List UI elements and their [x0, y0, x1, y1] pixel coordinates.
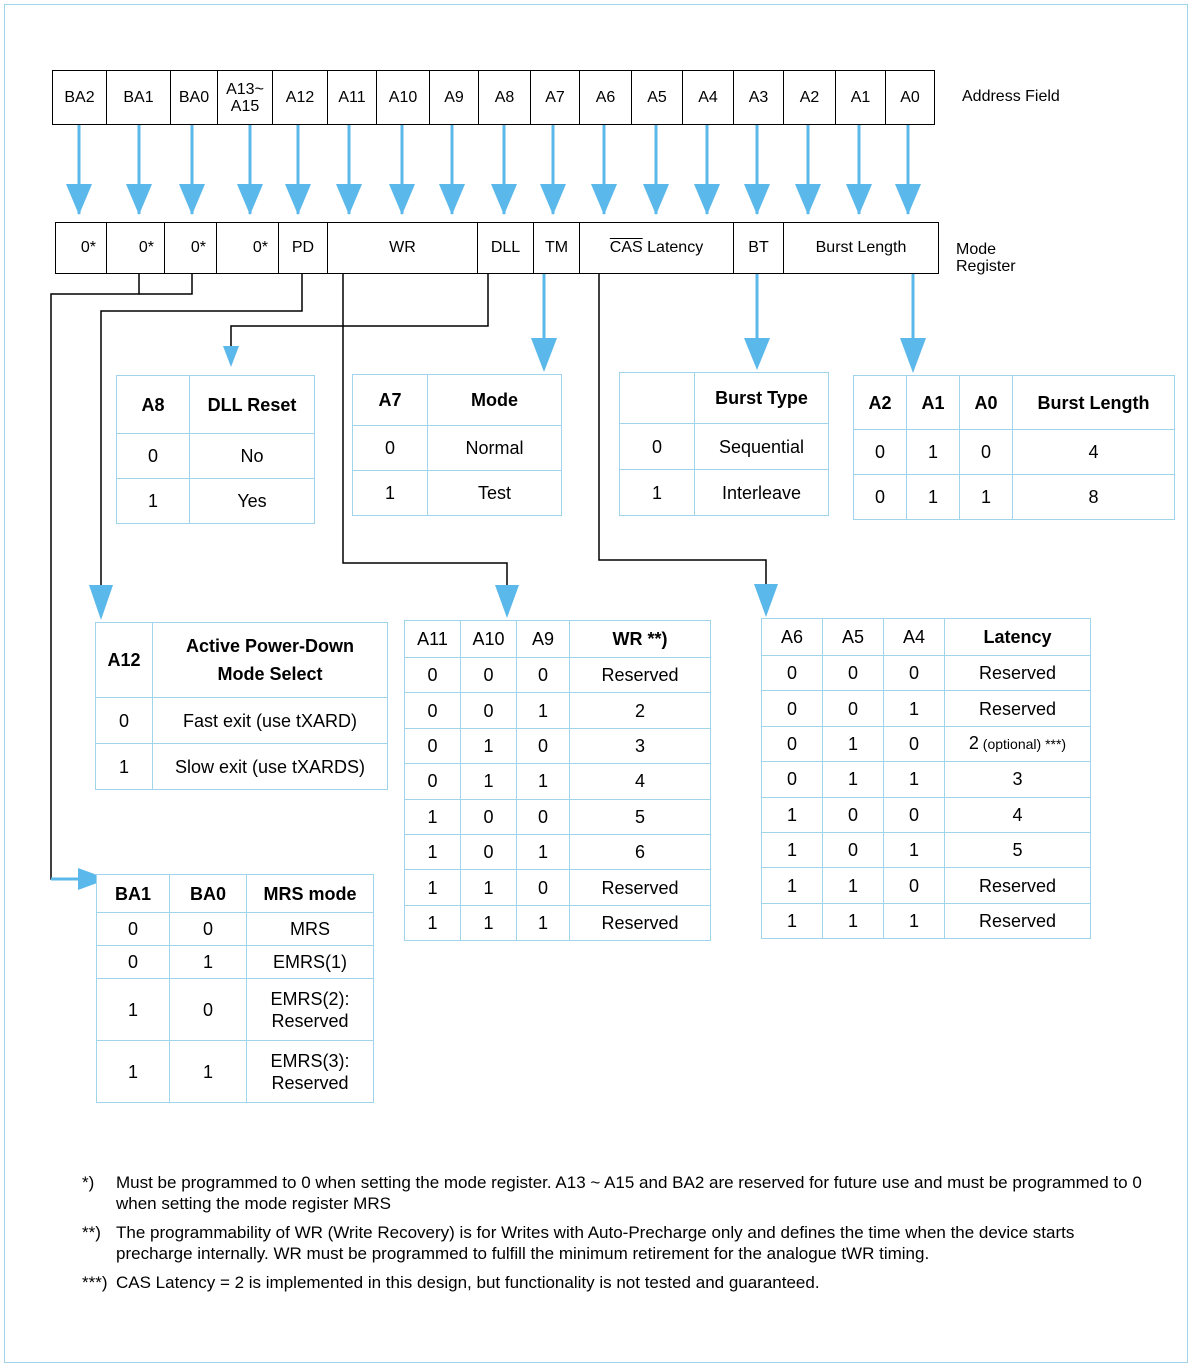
wr-cell: 0: [461, 834, 517, 869]
footnote-text: The programmability of WR (Write Recovery) is for Writes with Auto-Precharge only and defines the time when the device starts precharge internally. WR must be programmed to fulfill the minimum retirement for the analogue tWR timing.: [116, 1223, 1075, 1263]
latency-row: [762, 797, 1091, 832]
address-bit-cell: A1: [835, 70, 886, 125]
bl-header-a1: A1: [907, 376, 960, 430]
bl-cell: 0: [854, 475, 907, 520]
latency-cell: 0: [762, 762, 823, 797]
latency-cell: 2 (optional) ***): [945, 726, 1091, 761]
pd-cell: Slow exit (use tXARDS): [153, 744, 388, 790]
bt-header-type: Burst Type: [695, 373, 829, 424]
latency-cell: 0: [884, 868, 945, 903]
address-bit-cell: A0: [885, 70, 935, 125]
latency-cell: 1: [884, 832, 945, 867]
address-bit-cell: A13~ A15: [217, 70, 273, 125]
burst-type-table: [619, 372, 829, 516]
wr-cell: 1: [405, 905, 461, 940]
wr-cell: 0: [517, 799, 570, 834]
latency-cell: 1: [884, 903, 945, 938]
dll-cell: 1: [117, 479, 190, 524]
latency-row: [762, 762, 1091, 797]
test-mode-table: [352, 374, 562, 516]
mrs-header-mode: MRS mode: [247, 875, 374, 913]
address-bit-cell: A12: [272, 70, 328, 125]
latency-cell: 0: [884, 656, 945, 691]
address-bit-cell: BA1: [106, 70, 171, 125]
address-arrowheads: [66, 184, 921, 215]
mrs-cell: 1: [97, 979, 170, 1041]
footnote-3: [82, 1272, 1142, 1293]
footnote-mark: *): [82, 1173, 95, 1192]
wr-cell: 1: [405, 799, 461, 834]
wr-row: [405, 799, 711, 834]
latency-cell: 0: [884, 726, 945, 761]
address-bit-cell: A10: [376, 70, 430, 125]
footnotes: [82, 1172, 1142, 1301]
mode-cell: Normal: [428, 426, 562, 471]
latency-text: Latency: [642, 239, 704, 256]
wr-row: [405, 764, 711, 799]
wr-cell: 0: [517, 870, 570, 905]
dll-cell: No: [190, 434, 315, 479]
pd-cell: 1: [96, 744, 153, 790]
wr-cell: 4: [570, 764, 711, 799]
address-bit-cell: A5: [631, 70, 683, 125]
wr-cell: 6: [570, 834, 711, 869]
latency-cell: Reserved: [945, 903, 1091, 938]
optional-note: (optional) ***): [978, 736, 1067, 753]
latency-row: [762, 903, 1091, 938]
mode-register-field: BT: [733, 222, 784, 274]
wr-row: [405, 834, 711, 869]
address-field-label: Address Field: [962, 88, 1060, 105]
wr-row: [405, 870, 711, 905]
address-bit-cell: BA0: [170, 70, 218, 125]
mode-register-field: PD: [278, 222, 328, 274]
latency-row: [762, 656, 1091, 691]
footnote-2: [82, 1222, 1142, 1264]
bt-cell: Sequential: [695, 424, 829, 470]
bl-header-length: Burst Length: [1013, 376, 1175, 430]
address-bit-cell: A3: [733, 70, 784, 125]
wr-cell: 0: [461, 693, 517, 728]
wr-row: [405, 905, 711, 940]
bl-cell: 1: [907, 430, 960, 475]
mrs-cell: 0: [170, 913, 247, 946]
cas-overline-text: $\overline{CAS}$: [609, 239, 643, 256]
address-bit-cell: A8: [478, 70, 531, 125]
footnote-1: [82, 1172, 1142, 1214]
wr-row: [405, 693, 711, 728]
pd-cell: 0: [96, 698, 153, 744]
wr-cell: 1: [461, 728, 517, 763]
bt-cell: 1: [620, 470, 695, 516]
latency-cell: 3: [945, 762, 1091, 797]
bl-header-a0: A0: [960, 376, 1013, 430]
mrs-cell: 1: [97, 1041, 170, 1103]
latency-row: [762, 691, 1091, 726]
wr-cell: 1: [461, 870, 517, 905]
address-bit-cell: A7: [530, 70, 580, 125]
mode-register-label: Mode Register: [956, 241, 1016, 275]
bl-cell: 0: [960, 430, 1013, 475]
wr-header-a10: A10: [461, 621, 517, 658]
address-bit-cell: A6: [579, 70, 632, 125]
mrs-cell: EMRS(3): Reserved: [247, 1041, 374, 1103]
wr-header-a9: A9: [517, 621, 570, 658]
mrs-cell: 1: [170, 1041, 247, 1103]
latency-cell: 1: [823, 762, 884, 797]
bl-cell: 1: [960, 475, 1013, 520]
wr-cell: 1: [517, 764, 570, 799]
power-down-table: [95, 622, 388, 790]
mode-register-field: 0*: [55, 222, 107, 274]
address-bit-cell: A11: [327, 70, 377, 125]
latency-cell: 1: [762, 903, 823, 938]
dll-reset-table: [116, 375, 315, 524]
mrs-header-ba0: BA0: [170, 875, 247, 913]
latency-cell: Reserved: [945, 868, 1091, 903]
wr-cell: 3: [570, 728, 711, 763]
wr-cell: Reserved: [570, 905, 711, 940]
footnote-mark: ***): [82, 1273, 108, 1292]
wr-cell: 0: [405, 728, 461, 763]
address-bit-cell: BA2: [52, 70, 107, 125]
latency-cell: 1: [823, 726, 884, 761]
footnote-text: CAS Latency = 2 is implemented in this design, but functionality is not tested and guaranteed.: [116, 1273, 820, 1292]
wr-cell: 2: [570, 693, 711, 728]
mode-register-field: Burst Length: [783, 222, 939, 274]
latency-cell: 5: [945, 832, 1091, 867]
wr-cell: Reserved: [570, 658, 711, 693]
bl-cell: 0: [854, 430, 907, 475]
lat-header-latency: Latency: [945, 619, 1091, 656]
wr-cell: 0: [517, 658, 570, 693]
lat-header-a5: A5: [823, 619, 884, 656]
mrs-cell: 0: [97, 913, 170, 946]
latency-cell: 0: [762, 691, 823, 726]
pd-header-mode: Active Power-Down Mode Select: [153, 623, 388, 698]
wr-cell: 1: [461, 905, 517, 940]
address-to-mode-arrows: [79, 124, 908, 214]
latency-cell: 0: [823, 832, 884, 867]
mrs-cell: 1: [170, 946, 247, 979]
pd-header-a12: A12: [96, 623, 153, 698]
mode-cell: 1: [353, 471, 428, 516]
latency-cell: 1: [762, 868, 823, 903]
latency-cell: Reserved: [945, 691, 1091, 726]
mrs-mode-table: [96, 874, 374, 1103]
wr-cell: 0: [405, 658, 461, 693]
mode-header-mode: Mode: [428, 375, 562, 426]
latency-cell: 0: [762, 656, 823, 691]
latency-cell: 1: [762, 797, 823, 832]
latency-cell: 1: [823, 903, 884, 938]
wr-row: [405, 728, 711, 763]
wr-row: [405, 658, 711, 693]
lat-header-a6: A6: [762, 619, 823, 656]
mrs-cell: MRS: [247, 913, 374, 946]
mrs-cell: EMRS(1): [247, 946, 374, 979]
latency-row: [762, 832, 1091, 867]
latency-cell: 1: [762, 832, 823, 867]
mrs-header-ba1: BA1: [97, 875, 170, 913]
wr-cell: 5: [570, 799, 711, 834]
bl-cell: 4: [1013, 430, 1175, 475]
footnote-mark: **): [82, 1223, 101, 1242]
mrs-cell: EMRS(2): Reserved: [247, 979, 374, 1041]
latency-cell: Reserved: [945, 656, 1091, 691]
footnote-text: Must be programmed to 0 when setting the mode register. A13 ~ A15 and BA2 are reserved for future use and must be programmed to 0 when setting the mode register MRS: [116, 1173, 1142, 1213]
wr-cell: 0: [405, 693, 461, 728]
mode-register-field: 0*: [106, 222, 165, 274]
latency-cell: 0: [823, 691, 884, 726]
mode-register-field: [579, 222, 734, 274]
latency-cell: 0: [823, 797, 884, 832]
wr-cell: 0: [517, 728, 570, 763]
address-bit-cell: A2: [783, 70, 836, 125]
dll-header-reset: DLL Reset: [190, 376, 315, 434]
latency-cell: 0: [884, 797, 945, 832]
mrs-cell: 0: [97, 946, 170, 979]
wr-cell: 1: [517, 905, 570, 940]
latency-cell: 0: [823, 656, 884, 691]
bl-cell: 8: [1013, 475, 1175, 520]
mode-register-field: TM: [533, 222, 580, 274]
latency-row: [762, 726, 1091, 761]
mode-register-field: DLL: [477, 222, 534, 274]
lat-header-a4: A4: [884, 619, 945, 656]
wr-cell: 1: [405, 870, 461, 905]
mrs-cell: 0: [170, 979, 247, 1041]
burst-length-table: [853, 375, 1175, 520]
wr-cell: 0: [461, 799, 517, 834]
wr-header-a11: A11: [405, 621, 461, 658]
bl-cell: 1: [907, 475, 960, 520]
latency-cell: 1: [823, 868, 884, 903]
bt-cell: 0: [620, 424, 695, 470]
latency-cell: 4: [945, 797, 1091, 832]
latency-cell: 1: [884, 762, 945, 797]
wr-cell: 1: [461, 764, 517, 799]
latency-cell: 1: [884, 691, 945, 726]
wr-cell: 1: [517, 693, 570, 728]
wr-cell: 0: [405, 764, 461, 799]
latency-row: [762, 868, 1091, 903]
dll-cell: 0: [117, 434, 190, 479]
mode-register-field: 0*: [216, 222, 279, 274]
mode-cell: Test: [428, 471, 562, 516]
bl-header-a2: A2: [854, 376, 907, 430]
wr-cell: 1: [405, 834, 461, 869]
pd-cell: Fast exit (use tXARD): [153, 698, 388, 744]
cas-latency-table: [761, 618, 1091, 939]
write-recovery-table: [404, 620, 711, 941]
wr-header-wr: WR **): [570, 621, 711, 658]
wr-cell: 1: [517, 834, 570, 869]
mode-header-a7: A7: [353, 375, 428, 426]
dll-header-a8: A8: [117, 376, 190, 434]
dll-cell: Yes: [190, 479, 315, 524]
mode-register-field: WR: [327, 222, 478, 274]
latency-cell: 0: [762, 726, 823, 761]
mode-register-field: 0*: [164, 222, 217, 274]
bt-header-blank: [620, 373, 695, 424]
wr-cell: Reserved: [570, 870, 711, 905]
mode-cell: 0: [353, 426, 428, 471]
address-bit-cell: A4: [682, 70, 734, 125]
wr-cell: 0: [461, 658, 517, 693]
bt-cell: Interleave: [695, 470, 829, 516]
address-bit-cell: A9: [429, 70, 479, 125]
